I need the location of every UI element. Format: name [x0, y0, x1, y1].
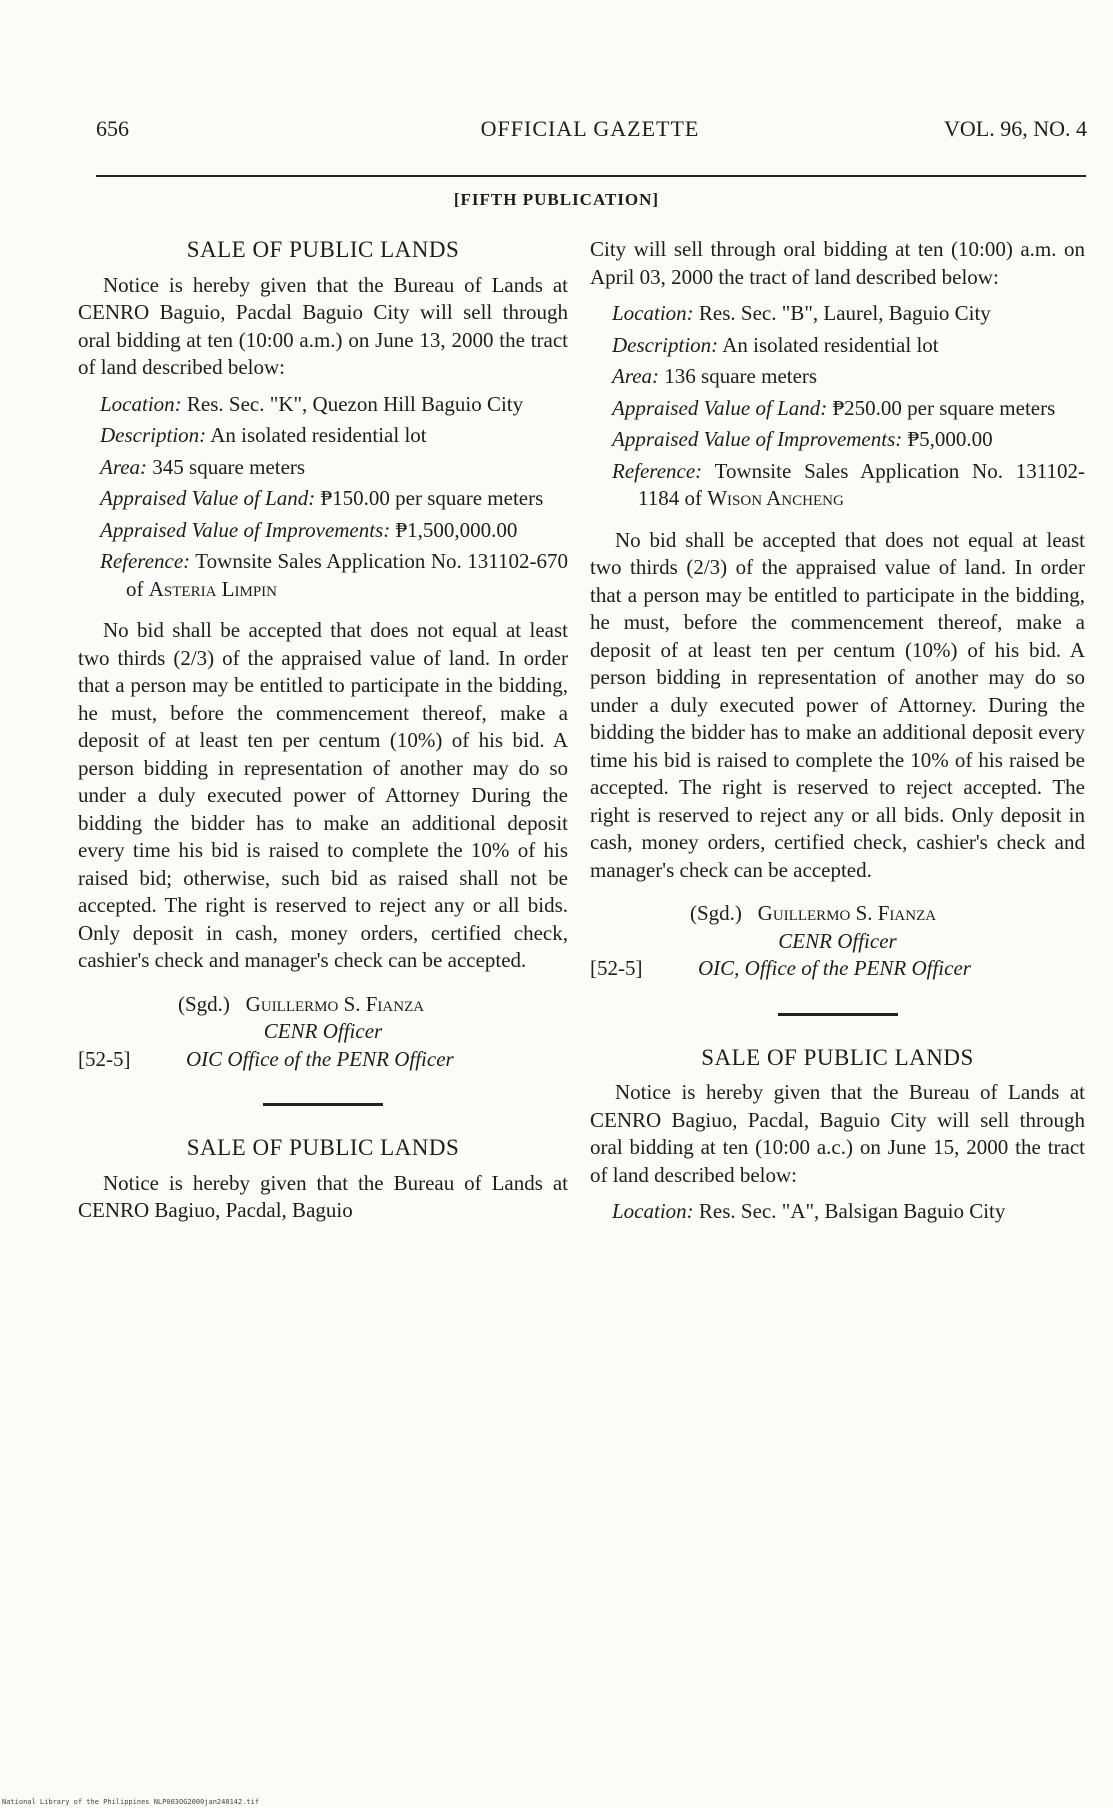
- notice-intro: Notice is hereby given that the Bureau of Lands at CENRO Bagiuo, Pacdal, Baguio City will sell through oral bidding at ten (10:00 a.c.) on June 15, 2000 the tract of land described below:: [590, 1080, 1085, 1187]
- description-item: Description: An isolated residential lot: [100, 423, 427, 447]
- signer-title: CENR Officer: [263, 1019, 383, 1043]
- bid-terms: No bid shall be accepted that does not equal at least two thirds (2/3) of the appraised value of land. In order that a person may be entitled to participate in the bidding, he must, before the commencement thereof, make a deposit of at least ten per centum (10%) of his bid. A person bidding in representation of another may do so under a duly executed power of Attorney. During the bidding the bidder has to make an additional deposit every time his bid is raised to complete the 10% of his raised be accepted. The right is reserved to reject accepted. The right is reserved to reject any or all bids. Only deposit in cash, money orders, certified check, cashier's check and manager's check can be accepted.: [590, 527, 1085, 882]
- location-item: Location: Res. Sec. "B", Laurel, Baguio City: [612, 301, 991, 325]
- location-item: Location: Res. Sec. "K", Quezon Hill Baguio City: [100, 391, 524, 416]
- notice-3-start: [78, 1134, 568, 1225]
- improvements-item: Appraised Value of Improvements: ₱1,500,000.00: [100, 517, 518, 542]
- land-details: [612, 300, 1085, 513]
- left-column: [78, 236, 568, 1225]
- land-value-item: Appraised Value of Land: ₱150.00 per square meters: [100, 486, 544, 510]
- scan-footer: National Library of the Philippines NLP003OG2000jan240142.tif: [2, 1798, 260, 1806]
- publication-title: OFFICIAL GAZETTE: [480, 116, 700, 141]
- header-rule: [96, 175, 1086, 177]
- land-details: [100, 391, 568, 604]
- volume-number: VOL. 96, NO. 4: [944, 116, 1087, 141]
- signer-line: (Sgd.) Guillermo S. Fianza: [690, 901, 937, 925]
- signer-office: OIC Office of the PENR Officer: [186, 1046, 454, 1071]
- notice-heading: SALE OF PUBLIC LANDS: [186, 1135, 460, 1160]
- notice-heading: SALE OF PUBLIC LANDS: [701, 1044, 974, 1070]
- reference-item: Reference: Townsite Sales Application No. 131102-1184 of Wison Ancheng: [612, 458, 1085, 510]
- bid-terms: No bid shall be accepted that does not equal at least two thirds (2/3) of the appraised value of land. In order that a person may be entitled to participate in the bidding, he must, before the commencement thereof, make a deposit of at least ten per centum (10%) of his bid. A person bidding in representation of another may do so under a duly executed power of Attorney During the bidding the bidder has to make an additional deposit every time his bid is raised to complete the 10% of his raised bid; otherwise, such bid as raised shall not be accepted. The right is reserved to reject any or all bids. Only deposit in cash, money orders, certified check, cashier's check and manager's check can be accepted.: [78, 618, 568, 972]
- page-number: 656: [96, 116, 129, 141]
- signer-line: (Sgd.) Guillermo S. Fianza: [178, 991, 425, 1016]
- notice-1: [78, 236, 568, 1073]
- signer-name: Guillermo S. Fianza: [245, 991, 425, 1016]
- signer-office-line: [590, 955, 1085, 983]
- section-divider: [778, 1013, 898, 1016]
- land-details: [612, 1198, 1085, 1226]
- land-value-item: Appraised Value of Land: ₱250.00 per square meters: [612, 395, 1056, 420]
- reference-item: Reference: Townsite Sales Application No. 131102-670 of Asteria Limpin: [100, 549, 568, 601]
- area-item: Area: 345 square meters: [100, 454, 306, 479]
- notice-4: [590, 1044, 1085, 1226]
- improvements-item: Appraised Value of Improvements: ₱5,000.00: [612, 427, 993, 451]
- signer-office-line: [78, 1046, 568, 1074]
- section-divider: [263, 1103, 383, 1106]
- signer-title: CENR Officer: [778, 928, 897, 953]
- notice-2: [590, 236, 1085, 983]
- location-item: Location: Res. Sec. "A", Balsigan Baguio City: [612, 1199, 1006, 1223]
- publication-tag: [FIFTH PUBLICATION]: [453, 190, 660, 209]
- description-item: Description: An isolated residential lot: [612, 332, 939, 357]
- publication-code: [52-5]: [78, 1046, 131, 1071]
- signature-block: [78, 991, 568, 1074]
- notice-intro-part2: City will sell through oral bidding at ten (10:00) a.m. on April 03, 2000 the tract of land described below:: [590, 237, 1085, 289]
- publication-code: [52-5]: [590, 956, 643, 980]
- notice-heading: SALE OF PUBLIC LANDS: [186, 237, 460, 262]
- notice-intro: Notice is hereby given that the Bureau of Lands at CENRO Baguio, Pacdal Baguio City will sell through oral bidding at ten (10:00 a.m.) on June 13, 2000 the tract of land described below:: [78, 272, 568, 379]
- right-column: [590, 236, 1085, 1240]
- signature-block: [590, 900, 1085, 983]
- notice-intro-part1: Notice is hereby given that the Bureau of Lands at CENRO Bagiuo, Pacdal, Baguio: [78, 1170, 568, 1222]
- signer-office: OIC, Office of the PENR Officer: [698, 956, 971, 980]
- area-item: Area: 136 square meters: [612, 364, 818, 388]
- signer-name: Guillermo S. Fianza: [757, 901, 937, 925]
